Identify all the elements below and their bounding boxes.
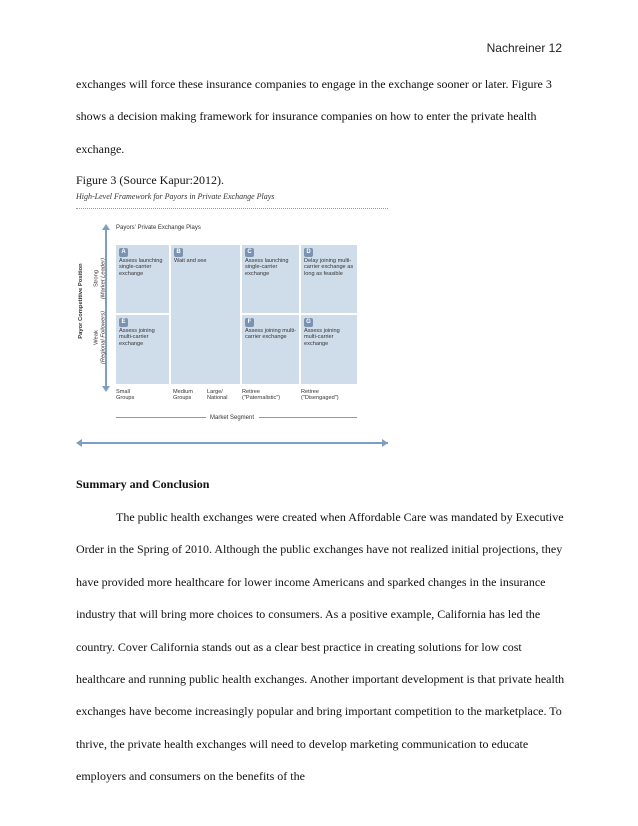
figure-subtitle: Payors' Private Exchange Plays bbox=[116, 225, 201, 231]
column-label-line2: ("Paternalistic") bbox=[242, 395, 281, 402]
cell-f-badge: F bbox=[245, 318, 254, 327]
cell-f-text: Assess joining multi-carrier exchange bbox=[245, 328, 296, 341]
cell-g-badge: G bbox=[304, 318, 313, 327]
cell-b-text: Wait and see bbox=[174, 258, 207, 264]
cell-c bbox=[242, 245, 299, 313]
title-divider bbox=[76, 208, 388, 209]
figure-caption: Figure 3 (Source Kapur:2012). bbox=[76, 173, 224, 187]
cell-d-badge: D bbox=[304, 248, 313, 257]
column-label-line2: Groups bbox=[173, 395, 192, 402]
row-label-strong-sub: (Market Leader) bbox=[100, 257, 106, 300]
column-label-line1: Small bbox=[116, 389, 130, 395]
section-heading: Summary and Conclusion bbox=[76, 477, 210, 491]
x-axis-label: Market Segment bbox=[210, 415, 255, 421]
page-header: Nachreiner 12 bbox=[486, 41, 562, 55]
x-axis-line bbox=[78, 442, 388, 444]
column-label-large-national bbox=[207, 389, 228, 402]
framework-grid bbox=[116, 245, 357, 384]
cell-b-badge: B bbox=[174, 248, 183, 257]
x-axis-arrow-right bbox=[382, 439, 388, 447]
cell-a-text: Assess launching single-carrier exchange bbox=[119, 258, 163, 277]
column-label-line1: Medium bbox=[173, 389, 193, 395]
cell-g bbox=[301, 315, 357, 384]
cell-e-text: Assess joining multi-carrier exchange bbox=[119, 328, 155, 347]
column-label-small-groups bbox=[116, 389, 134, 402]
cell-a bbox=[116, 245, 169, 313]
cell-a-badge: A bbox=[119, 248, 128, 257]
column-label-line1: Retiree bbox=[301, 389, 320, 395]
cell-g-text: Assess joining multi-carrier exchange bbox=[304, 328, 340, 347]
cell-c-text: Assess launching single-carrier exchange bbox=[245, 258, 289, 277]
column-label-line1: Large/ bbox=[207, 389, 223, 395]
column-label-line1: Retiree bbox=[242, 389, 261, 395]
cell-e-badge: E bbox=[119, 318, 128, 327]
cell-f bbox=[242, 315, 299, 384]
column-label-retiree-paternalistic bbox=[242, 389, 280, 402]
x-axis-rule-left bbox=[116, 417, 206, 418]
y-axis-arrow-down bbox=[102, 386, 110, 392]
column-label-line2: National bbox=[207, 395, 228, 402]
row-label-strong-text: Strong bbox=[93, 269, 100, 288]
row-label-strong bbox=[94, 249, 107, 309]
cell-b bbox=[171, 245, 240, 384]
column-label-line2: Groups bbox=[116, 395, 135, 402]
cell-c-badge: C bbox=[245, 248, 254, 257]
row-label-weak-sub: (Regional Followers) bbox=[100, 310, 106, 365]
y-axis-label: Payor Competitive Position bbox=[78, 263, 84, 339]
x-axis-rule-right bbox=[259, 417, 357, 418]
row-label-weak bbox=[94, 308, 107, 368]
column-label-medium-groups bbox=[173, 389, 193, 402]
cell-d-text: Delay joining multi-carrier exchange as long as feasible bbox=[304, 258, 354, 277]
column-label-line2: ("Disengaged") bbox=[301, 395, 339, 402]
summary-paragraph: The public health exchanges were created when Affordable Care was mandated by Executive Order in the Spring of 2010. Although the public exchanges have not realized initial projections, they have provided more healthcare for lower income Americans and sparked changes in the insurance industry that will bring more choices to consumers. As a positive example, California has led the country. Cover California stands out as a clear best practice in creating solutions for low cost healthcare and running public health exchanges. Another important development is that private health exchanges have become increasingly popular and bring important competition to the marketplace. To thrive, the private health exchanges will need to develop marketing communication to educate employers and consumers on the benefits of the bbox=[76, 510, 565, 784]
figure-title: High-Level Framework for Payors in Private Exchange Plays bbox=[76, 192, 275, 201]
cell-e bbox=[116, 315, 169, 384]
column-label-retiree-disengaged bbox=[301, 389, 339, 402]
framework-figure bbox=[76, 188, 388, 443]
row-label-weak-text: Weak bbox=[93, 330, 100, 345]
cell-d bbox=[301, 245, 357, 313]
intro-paragraph: exchanges will force these insurance companies to engage in the exchange sooner or later. Figure 3 shows a decision making framework for insurance companies on how to enter the private health exchange. bbox=[76, 77, 552, 156]
